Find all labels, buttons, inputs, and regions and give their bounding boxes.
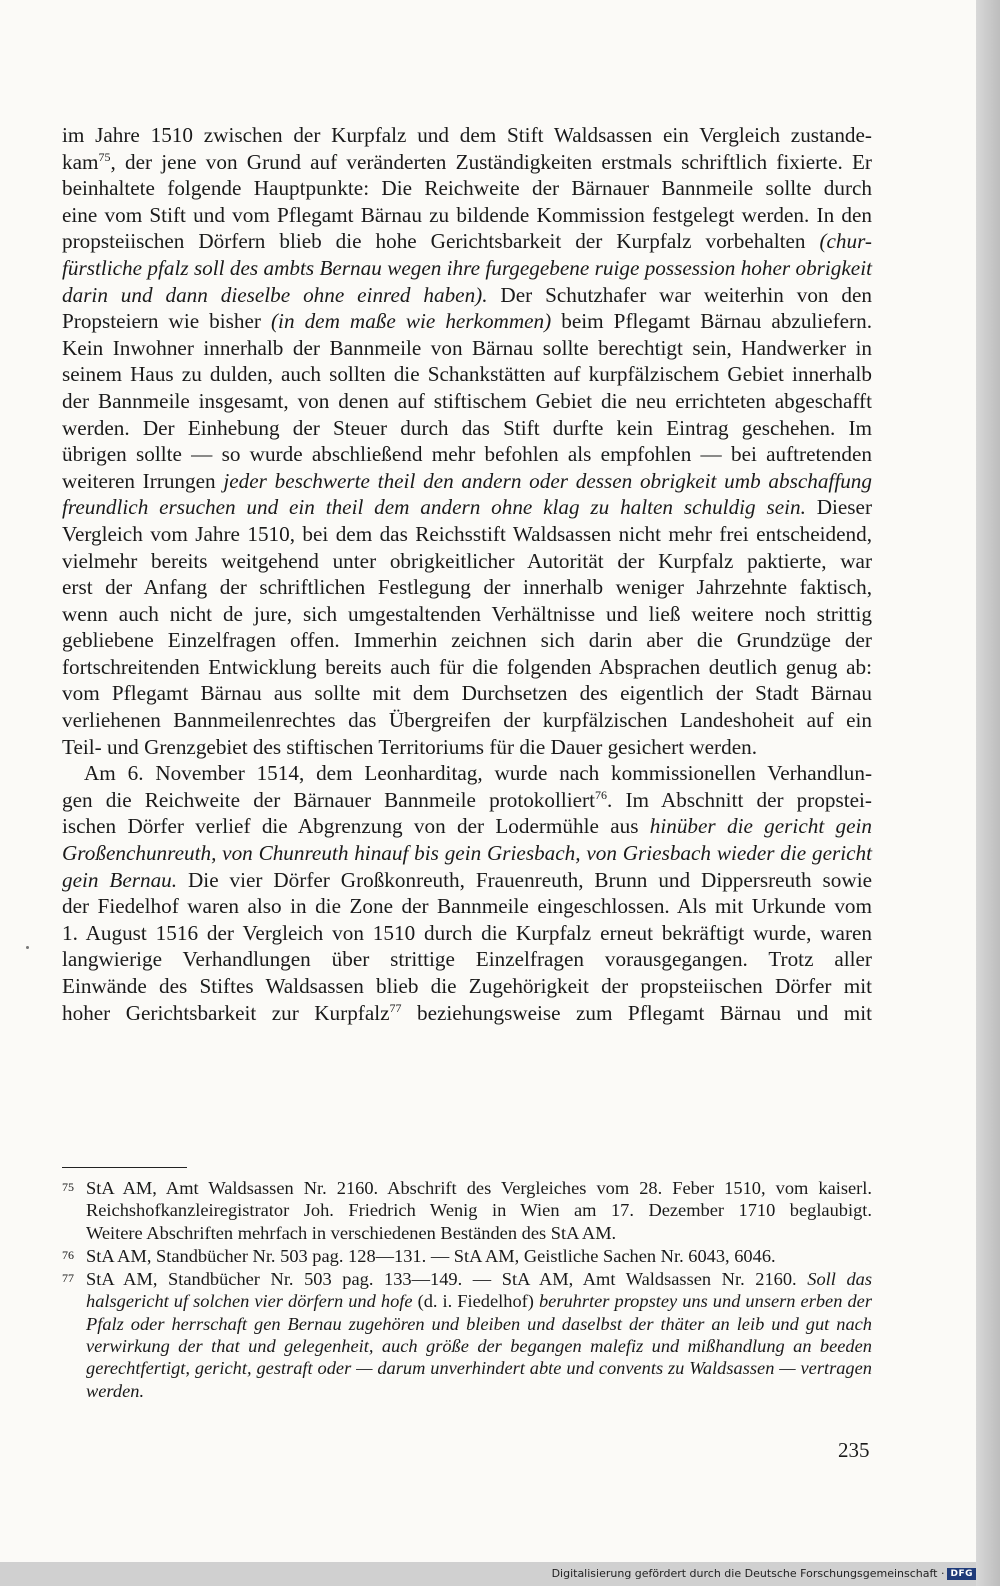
text-line: der Fiedelhof waren also in die Zone der Bannmeile eingeschlossen. Als mit Urkunde vom <box>62 894 872 919</box>
text-line: seinem Haus zu dulden, auch sollten die Schankstätten auf kurpfälzischem Gebiet innerhalb <box>62 362 872 387</box>
scan-speck <box>26 946 29 949</box>
dfg-logo: DFG <box>947 1568 976 1580</box>
text-line: darin und dann dieselbe ohne einred haben). Der Schutzhafer war weiterhin von den <box>62 282 872 307</box>
digitization-footer <box>552 1567 976 1580</box>
footnote-76: 76 StA AM, Standbücher Nr. 503 pag. 128—131. — StA AM, Geistliche Sachen Nr. 6043, 6046. <box>62 1245 776 1266</box>
page-number: 235 <box>838 1438 870 1462</box>
text-line: gebliebene Einzelfragen offen. Immerhin zeichnen sich darin aber die Grundzüge der <box>62 628 872 653</box>
text-line: gein Bernau. Die vier Dörfer Großkonreuth, Frauenreuth, Brunn und Dippersreuth sowie <box>62 867 872 892</box>
footer-text: Digitalisierung gefördert durch die Deutsche Forschungsgemeinschaft · <box>551 1567 945 1580</box>
text-line: hoher Gerichtsbarkeit zur Kurpfalz$^{77}$ beziehungsweise zum Pflegamt Bärnau und mit <box>62 1000 872 1025</box>
text-line: kam$^{75}$, der jene von Grund auf veränderten Zuständigkeiten erstmals schriftlich fixierte. Er <box>62 149 872 174</box>
text-line: Kein Inwohner innerhalb der Bannmeile von Bärnau sollte berechtigt sein, Handwerker in <box>62 335 872 360</box>
text-line: langwierige Verhandlungen über strittige Einzelfragen vorausgegangen. Trotz aller <box>62 947 872 972</box>
text-line: der Bannmeile insgesamt, von denen auf stiftischem Gebiet die neu errichteten abgeschafft <box>62 388 872 413</box>
text-line: Einwände des Stiftes Waldsassen blieb die Zugehörigkeit der propsteiischen Dörfer mit <box>62 974 872 998</box>
footnote-line: gerechtfertigt, gericht, gestraft oder — darum unverhindert abte und convents zu Waldsassen — vertragen <box>86 1358 872 1379</box>
footnote-line: Weitere Abschriften mehrfach in verschiedenen Beständen des StA AM. <box>86 1222 617 1243</box>
text-line: ischen Dörfer verlief die Abgrenzung von der Lodermühle aus hinüber die gericht gein <box>62 814 872 839</box>
text-line: Vergleich vom Jahre 1510, bei dem das Reichsstift Waldsassen nicht mehr frei entscheidend, <box>62 521 872 546</box>
text-line: weiteren Irrungen jeder beschwerte theil den andern oder dessen obrigkeit umb abschaffung <box>62 468 872 493</box>
footnote-separator <box>62 1167 187 1168</box>
text-line: übrigen sollte — so wurde abschließend mehr befohlen als empfohlen — bei auftretenden <box>62 442 872 467</box>
text-line: verliehenen Bannmeilenrechtes das Übergreifen der kurpfälzischen Landeshoheit auf ein <box>62 708 872 733</box>
text-line: eine vom Stift und vom Pflegamt Bärnau zu bildende Kommission festgelegt werden. In den <box>62 202 872 227</box>
footnote-75: 75 StA AM, Amt Waldsassen Nr. 2160. Abschrift des Vergleiches vom 28. Feber 1510, vom kaiserl. <box>62 1178 872 1198</box>
footnote-line: halsgericht uf solchen vier dörfern und hofe (d. i. Fiedelhof) beruhrter propstey uns und unsern erben der <box>86 1291 872 1312</box>
text-line: 1. August 1516 der Vergleich von 1510 durch die Kurpfalz erneut bekräftigt wurde, waren <box>62 920 872 945</box>
text-line: propsteiischen Dörfern blieb die hohe Gerichtsbarkeit der Kurpfalz vorbehalten (chur- <box>62 229 872 254</box>
footnote-ref-77: 77 <box>389 1000 402 1015</box>
text-line: gen die Reichweite der Bärnauer Bannmeile protokolliert$^{76}$. Im Abschnitt der propstei- <box>62 787 872 812</box>
footnote-line: verwirkung der that und gelegenheit, auch größe der begangen malefiz und mißhandlung an beeden <box>86 1336 872 1357</box>
text-line: vielmehr bereits weitgehend unter obrigkeitlicher Autorität der Kurpfalz paktierte, war <box>62 548 872 573</box>
text-line: Am 6. November 1514, dem Leonharditag, wurde nach kommissionellen Verhandlun- <box>84 761 872 786</box>
text-line: freundlich ersuchen und ein theil dem andern ohne klag zu halten schuldig sein. Dieser <box>62 495 873 520</box>
main-text <box>62 122 872 1026</box>
text-line: im Jahre 1510 zwischen der Kurpfalz und dem Stift Waldsassen ein Vergleich zustande- <box>62 123 872 147</box>
text-line: beinhaltete folgende Hauptpunkte: Die Reichweite der Bärnauer Bannmeile sollte durch <box>62 176 872 201</box>
text-line: fürstliche pfalz soll des ambts Bernau wegen ihre furgegebene ruige possession hoher obrigkeit <box>62 255 872 280</box>
text-line: Propsteiern wie bisher (in dem maße wie herkommen) beim Pflegamt Bärnau abzuliefern. <box>62 309 873 334</box>
text-line: werden. Der Einhebung der Steuer durch das Stift durfte kein Eintrag geschehen. Im <box>62 415 872 440</box>
footnote-ref-75: 75 <box>98 149 111 164</box>
footnote-line: Pfalz oder herrschaft gen Bernau zugehören und bleiben und daselbst der thäter an leib und gut nach <box>86 1313 872 1334</box>
footnote-77: 77 StA AM, Standbücher Nr. 503 pag. 133—149. — StA AM, Amt Waldsassen Nr. 2160. Soll das <box>62 1269 873 1290</box>
footnote-ref-76: 76 <box>595 787 608 802</box>
text-line: fortschreitenden Entwicklung bereits auch für die folgenden Absprachen deutlich genug ab: <box>62 654 872 679</box>
text-line: Großenchunreuth, von Chunreuth hinauf bis gein Griesbach, von Griesbach wieder die gericht <box>62 841 872 866</box>
footnotes <box>62 1176 872 1402</box>
text-line: Teil- und Grenzgebiet des stiftischen Territoriums für die Dauer gesichert werden. <box>62 734 757 759</box>
text-line: vom Pflegamt Bärnau aus sollte mit dem Durchsetzen des eigentlich der Stadt Bärnau <box>62 681 872 706</box>
footnote-line: werden. <box>86 1380 145 1401</box>
scan-gutter <box>976 0 1000 1586</box>
text-line: erst der Anfang der schriftlichen Festlegung der innerhalb weniger Jahrzehnte faktisch, <box>62 575 872 600</box>
text-line: wenn auch nicht de jure, sich umgestaltenden Verhältnisse und ließ weitere noch strittig <box>62 601 872 626</box>
footnote-line: Reichshofkanzleiregistrator Joh. Friedrich Wenig in Wien am 17. Dezember 1710 beglaubigt. <box>86 1200 872 1221</box>
